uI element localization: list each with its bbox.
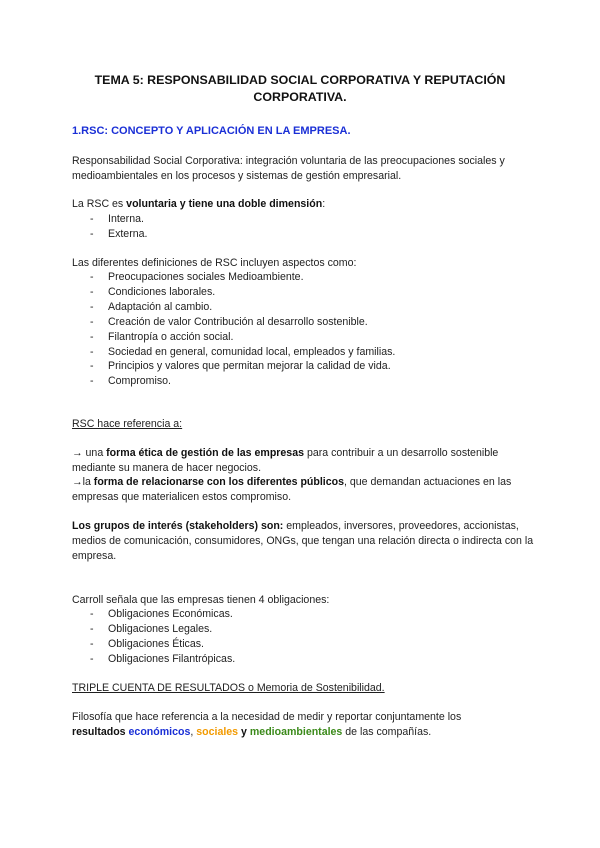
triple-text: Filosofía que hace referencia a la necesidad de medir y reportar conjuntamente los (72, 711, 462, 723)
voluntaria-bold: voluntaria y tiene una doble dimensión (126, 198, 323, 210)
list-item: - Obligaciones Éticas. (90, 637, 235, 652)
rsc-ref-heading: RSC hace referencia a: (72, 418, 183, 430)
document-title (60, 72, 540, 106)
voluntaria-prefix: La RSC es (72, 198, 127, 210)
list-item: - Filantropía o acción social. (90, 330, 395, 345)
triple-sociales: sociales (196, 726, 239, 738)
voluntaria-sentence (72, 197, 542, 212)
list-item: - Obligaciones Filantrópicas. (90, 652, 235, 667)
list-item: - Creación de valor Contribución al desarrollo sostenible. (90, 315, 395, 330)
rsc-ref-2 (72, 475, 542, 505)
triple-y: y (241, 726, 247, 738)
title-line-2: CORPORATIVA. (253, 90, 347, 104)
stakeholders-paragraph (72, 519, 542, 564)
obligations-list (90, 607, 235, 667)
list-item: - Compromiso. (90, 374, 395, 389)
title-line-1: TEMA 5: RESPONSABILIDAD SOCIAL CORPORATIVA Y REPUTACIÓN (94, 73, 506, 87)
carroll-intro: Carroll señala que las empresas tienen 4 obligaciones: (72, 594, 330, 606)
ref1-bold: forma ética de gestión de las empresas (106, 447, 304, 459)
ref2-bold: forma de relacionarse con los diferentes públicos (93, 476, 345, 488)
rsc-ref-1 (72, 446, 542, 476)
aspects-intro: Las diferentes definiciones de RSC incluyen aspectos como: (72, 257, 357, 269)
ref1-arrow: → una (72, 447, 107, 459)
list-item: - Sociedad en general, comunidad local, empleados y familias. (90, 345, 395, 360)
triple-medioambientales: medioambientales (249, 726, 343, 738)
list-item: - Adaptación al cambio. (90, 300, 395, 315)
stakeholders-bold: Los grupos de interés (stakeholders) son: (72, 520, 284, 532)
list-item: - Interna. (90, 212, 147, 227)
list-item: - Preocupaciones sociales Medioambiente. (90, 270, 395, 285)
list-item: - Obligaciones Legales. (90, 622, 235, 637)
ref2-rest: , que demandan actuaciones en las empresas que materialicen estos compromiso. (72, 476, 512, 503)
triple-economicos: económicos (128, 726, 191, 738)
list-item: - Obligaciones Económicas. (90, 607, 235, 622)
voluntaria-suffix: : (322, 198, 326, 210)
section-heading: 1.RSC: CONCEPTO Y APLICACIÓN EN LA EMPRESA. (72, 125, 351, 137)
list-item: - Principios y valores que permitan mejorar la calidad de vida. (90, 359, 395, 374)
triple-heading: TRIPLE CUENTA DE RESULTADOS o Memoria de Sostenibilidad. (72, 682, 385, 694)
stakeholders-rest: empleados, inversores, proveedores, accionistas, medios de comunicación, consumidores, ONGs, que tengan una relación directa o indirecta con la empresa. (72, 520, 534, 562)
list-item: - Condiciones laborales. (90, 285, 395, 300)
ref1-rest: para contribuir a un desarrollo sostenible mediante su manera de hacer negocios. (72, 447, 499, 474)
aspects-list (90, 270, 395, 389)
dimensions-list (90, 212, 147, 242)
triple-end: de las compañías. (342, 726, 432, 738)
list-item: - Externa. (90, 227, 147, 242)
rsc-definition: Responsabilidad Social Corporativa: integración voluntaria de las preocupaciones sociales y medioambientales en los procesos y sistemas de gestión empresarial. (72, 155, 505, 182)
triple-paragraph: Filosofía que hace referencia a la necesidad de medir y reportar conjuntamente los resultados económicos, sociales y medioambientales de las compañías. (72, 711, 462, 738)
triple-resultados: resultados (72, 726, 126, 738)
ref2-arrow: →la (72, 476, 94, 488)
